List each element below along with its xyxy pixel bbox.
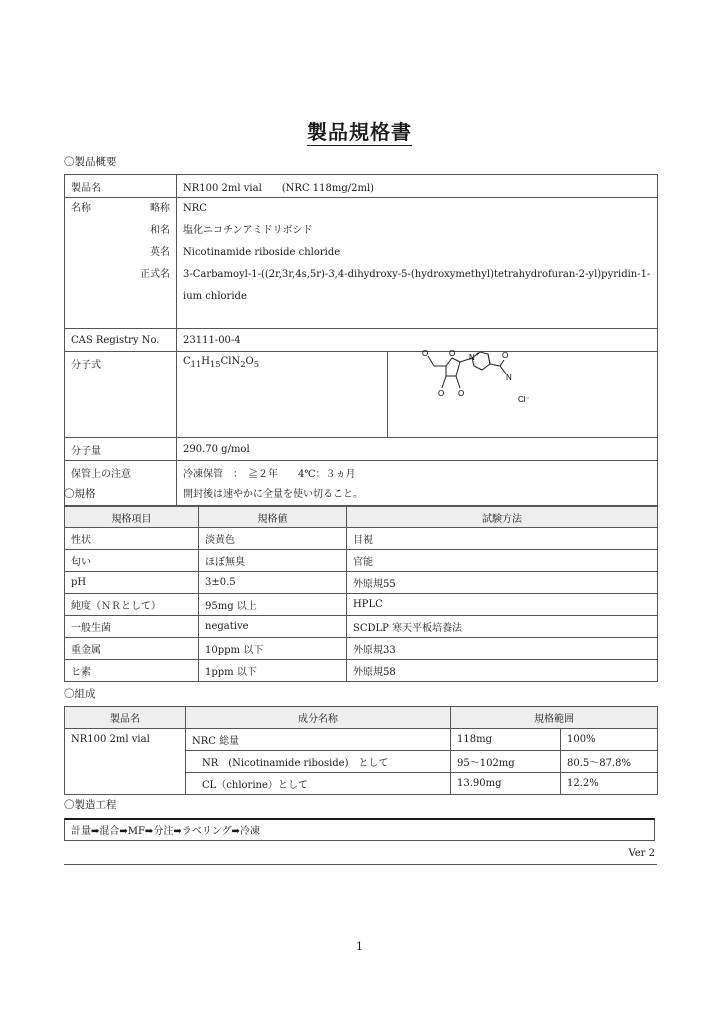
jp-label: 和名 (150, 225, 170, 236)
spec-item: ヒ素 (65, 660, 199, 682)
comp-amount: 118mg (451, 729, 561, 751)
process-text: 計量➡混合➡MF➡分注➡ラベリング➡冷凍 (64, 818, 655, 841)
structure-n-ring: N (469, 353, 475, 362)
storage-line-2: 開封後は速やかに全量を使い切ること。 (183, 489, 363, 500)
table-row (65, 638, 658, 660)
spec-item: 重金属 (65, 638, 199, 660)
spec-value: ほぼ無臭 (199, 550, 347, 572)
storage-label: 保管上の注意 (65, 461, 177, 506)
product-name-value: NR100 2ml vial (NRC 118mg/2ml) (177, 175, 658, 198)
formula-value: $C_{11}H_{15}ClN_2O_5$ (177, 352, 388, 438)
table-row (65, 729, 658, 751)
comp-percent: 80.5～87.8% (561, 751, 658, 773)
storage-values (177, 461, 658, 506)
comp-header-product: 製品名 (65, 707, 186, 729)
storage-line-1: 冷凍保管 ： ≧２年 4℃：３ヵ月 (183, 469, 356, 480)
document-title: 製品規格書 (307, 120, 412, 144)
spec-heading: 〇規格 (64, 488, 96, 500)
spec-header-item: 規格項目 (65, 507, 199, 528)
spec-item: 純度（ＮＲとして） (65, 594, 199, 616)
cas-value: 23111-00-4 (177, 329, 658, 352)
structure-cl: Cl⁻ (518, 395, 530, 404)
footer-divider (64, 864, 657, 865)
comp-amount: 95～102mg (451, 751, 561, 773)
name-label: 名称 (71, 203, 91, 214)
comp-component: CL（chlorine）として (186, 773, 451, 795)
comp-component: NR (Nicotinamide riboside) として (186, 751, 451, 773)
mw-value: 290.70 g/mol (177, 438, 658, 461)
page-number: 1 (356, 940, 363, 953)
jp-value: 塩化ニコチンアミドリボシド (183, 225, 313, 236)
overview-heading: 〇製品概要 (64, 156, 117, 168)
spec-method: HPLC (347, 594, 658, 616)
structure-o1: O (422, 349, 429, 358)
spec-value: negative (199, 616, 347, 638)
spec-method: 外原規55 (347, 572, 658, 594)
table-row (65, 660, 658, 682)
formal-value: 3-Carbamoyl-1-((2r,3r,4s,5r)-3,4-dihydroxy-5-(hydroxymethyl)tetrahydrofuran-2-yl)pyridin-1-ium chloride (183, 269, 651, 302)
spec-item: 匂い (65, 550, 199, 572)
spec-method: 目視 (347, 528, 658, 550)
structure-o4: O (458, 389, 465, 398)
spec-value: 1ppm 以下 (199, 660, 347, 682)
spec-item: pH (65, 572, 199, 594)
spec-item: 性状 (65, 528, 199, 550)
structure-plus: + (476, 352, 480, 358)
spec-value: 95mg 以上 (199, 594, 347, 616)
table-row (65, 528, 658, 550)
table-row (65, 550, 658, 572)
spec-method: SCDLP 寒天平板培養法 (347, 616, 658, 638)
composition-table (64, 706, 658, 795)
abbr-label: 略称 (150, 203, 170, 214)
structure-nh2: N (506, 373, 512, 382)
en-label: 英名 (150, 247, 170, 258)
spec-header-method: 試験方法 (347, 507, 658, 528)
comp-header-range: 規格範囲 (451, 707, 658, 729)
structure-o5: O (502, 351, 509, 360)
comp-percent: 12.2% (561, 773, 658, 795)
comp-amount: 13.90mg (451, 773, 561, 795)
spec-value: 10ppm 以下 (199, 638, 347, 660)
composition-heading: 〇組成 (64, 688, 96, 700)
spec-item: 一般生菌 (65, 616, 199, 638)
spec-method: 外原規33 (347, 638, 658, 660)
structure-o3: O (438, 389, 445, 398)
en-value: Nicotinamide riboside chloride (183, 247, 341, 258)
product-name-label: 製品名 (65, 175, 177, 198)
table-row (65, 616, 658, 638)
table-row (65, 594, 658, 616)
overview-table (64, 174, 658, 506)
spec-method: 外原規58 (347, 660, 658, 682)
comp-header-component: 成分名称 (186, 707, 451, 729)
spec-method: 官能 (347, 550, 658, 572)
comp-product: NR100 2ml vial (65, 729, 186, 795)
formula-label: 分子式 (65, 352, 177, 438)
process-heading: 〇製造工程 (64, 799, 117, 811)
spec-value: 淡黄色 (199, 528, 347, 550)
table-row (65, 572, 658, 594)
name-label-cell (65, 198, 177, 329)
spec-table (64, 506, 658, 682)
comp-component: NRC 総量 (186, 729, 451, 751)
abbr-value: NRC (183, 203, 207, 214)
name-values-cell (177, 198, 658, 329)
spec-value: 3±0.5 (199, 572, 347, 594)
spec-header-value: 規格値 (199, 507, 347, 528)
formal-label: 正式名 (140, 269, 170, 280)
comp-percent: 100% (561, 729, 658, 751)
version-label: Ver 2 (628, 848, 655, 859)
cas-label: CAS Registry No. (65, 329, 177, 352)
mw-label: 分子量 (65, 438, 177, 461)
structure-o2: O (449, 349, 456, 358)
molecule-structure-icon (414, 336, 564, 412)
